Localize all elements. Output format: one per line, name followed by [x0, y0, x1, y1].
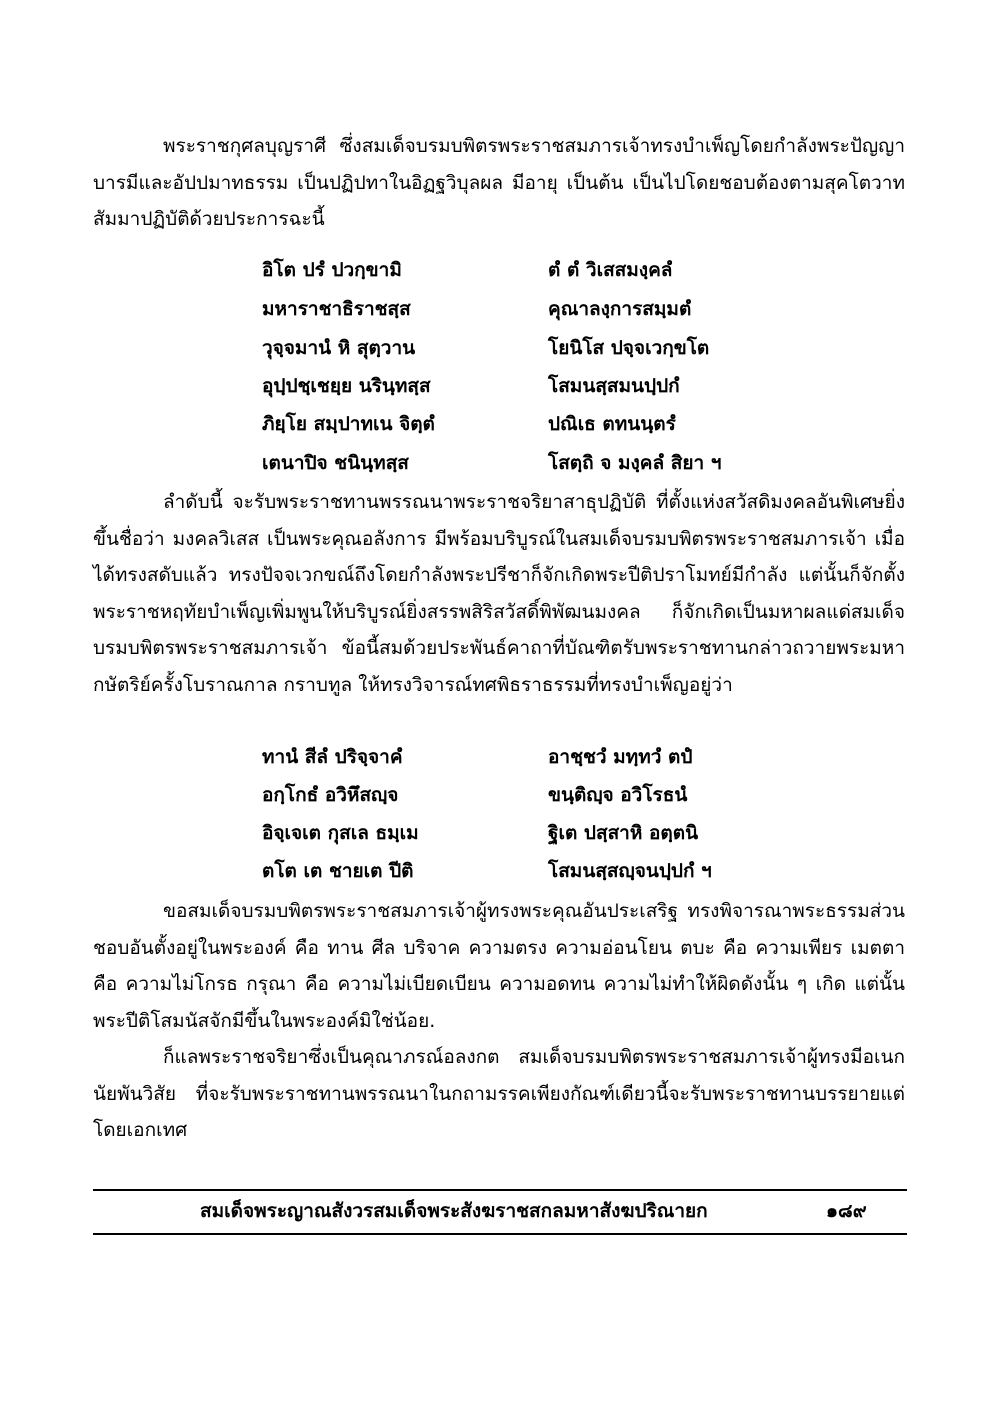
verse-line-right: ฐิเต ปสฺสาหิ อตฺตนิ [548, 822, 699, 844]
footer-rule-top [93, 1189, 907, 1191]
verse-line-left: อกฺโกธํ อวิหึสญฺจ [262, 784, 399, 806]
verse-line-left: มหาราชาธิราชสฺส [262, 298, 411, 320]
paragraph-3: ขอสมเด็จบรมบพิตรพระราชสมภารเจ้าผู้ทรงพระคุณอันประเสริฐ ทรงพิจารณาพระธรรมส่วนชอบอันตั้งอยู่ในพระองค์ คือ ทาน ศีล บริจาค ความตรง ความอ่อนโยน ตบะ คือ ความเพียร เมตตา คือ ความไม่โกรธ กรุณา คือ ความไม่เบียดเบียน ความอดทน ความไม่ทำให้ผิดดังนั้น ๆ เกิด แต่นั้น พระปีติโสมนัสจักมีขึ้นในพระองค์มิใช่น้อย. [93, 900, 905, 1032]
page-number: ๑๘๙ [826, 1200, 867, 1222]
paragraph-1: พระราชกุศลบุญราศี ซึ่งสมเด็จบรมบพิตรพระราชสมภารเจ้าทรงบำเพ็ญโดยกำลังพระปัญญาบารมีและอัปปมาทธรรม เป็นปฏิปทาในอิฏฐวิบุลผล มีอายุ เป็นต้น เป็นไปโดยชอบต้องตามสุคโตวาทสัมมาปฏิบัติด้วยประการฉะนี้ [93, 135, 905, 230]
verse-line-left: อิจฺเจเต กุสเล ธมฺเม [262, 822, 419, 844]
verse-line-right: โสตฺถิ จ มงฺคลํ สิยา ฯ [548, 452, 722, 474]
verse-line-left: ทานํ สีลํ ปริจฺจาคํ [262, 746, 403, 768]
verse-line-left: ภิยฺโย สมฺปาทเน จิตฺตํ [262, 413, 435, 435]
verse-line-right: อาชฺชวํ มทฺทวํ ตปํ [548, 746, 693, 768]
verse-line-right: ปณิเธ ตทนนฺตรํ [548, 413, 676, 435]
verse-line-right: ขนฺติญฺจ อวิโรธนํ [548, 784, 688, 806]
verse-line-left: เตนาปิจ ชนินฺทสฺส [262, 452, 409, 474]
verse-line-left: ตโต เต ชายเต ปีติ [262, 860, 414, 882]
paragraph-4: ก็แลพระราชจริยาซึ่งเป็นคุณาภรณ์อลงกต สมเด็จบรมบพิตรพระราชสมภารเจ้าผู้ทรงมีอเนกนัยพันวิสัย ที่จะรับพระราชทานพรรณนาในกถามรรคเพียงกัณฑ์เดียวนี้จะรับพระราชทานบรรยายแต่โดยเอกเทศ [93, 1046, 905, 1141]
verse-line-right: คุณาลงฺการสมฺมตํ [548, 298, 692, 320]
verse-line-left: วุจฺจมานํ หิ สุตฺวาน [262, 337, 416, 359]
footer-title: สมเด็จพระญาณสังวรสมเด็จพระสังฆราชสกลมหาสังฆปริณายก [200, 1200, 708, 1222]
verse-line-left: อิโต ปรํ ปวกฺขามิ [262, 259, 402, 281]
paragraph-2: ลำดับนี้ จะรับพระราชทานพรรณนาพระราชจริยาสาธุปฏิบัติ ที่ตั้งแห่งสวัสดิมงคลอันพิเศษยิ่งขึ้นชื่อว่า มงคลวิเสส เป็นพระคุณอลังการ มีพร้อมบริบูรณ์ในสมเด็จบรมบพิตรพระราชสมภารเจ้า เมื่อได้ทรงสดับแล้ว ทรงปัจจเวกขณ์ถึงโดยกำลังพระปรีชาก็จักเกิดพระปีติปราโมทย์มีกำลัง แต่นั้นก็จักตั้งพระราชหฤทัยบำเพ็ญเพิ่มพูนให้บริบูรณ์ยิ่งสรรพสิริสวัสดิ์พิพัฒนมงคล ก็จักเกิดเป็นมหาผลแด่สมเด็จบรมบพิตรพระราชสมภารเจ้า ข้อนี้สมด้วยประพันธ์คาถาที่บัณฑิตรับพระราชทานกล่าวถวายพระมหากษัตริย์ครั้งโบราณกาล กราบทูล ให้ทรงวิจารณ์ทศพิธราธรรมที่ทรงบำเพ็ญอยู่ว่า [93, 491, 905, 696]
verse-line-right: โสมนสฺสมนปฺปกํ [548, 375, 680, 397]
verse-line-right: โยนิโส ปจฺจเวกฺขโต [548, 337, 710, 359]
footer-rule-bottom [93, 1233, 907, 1235]
verse-line-right: โสมนสฺสญฺจนปฺปกํ ฯ [548, 860, 712, 882]
verse-line-right: ตํ ตํ วิเสสมงฺคลํ [548, 259, 673, 281]
verse-line-left: อุปฺปชฺเชยฺย นรินฺทสฺส [262, 375, 431, 397]
